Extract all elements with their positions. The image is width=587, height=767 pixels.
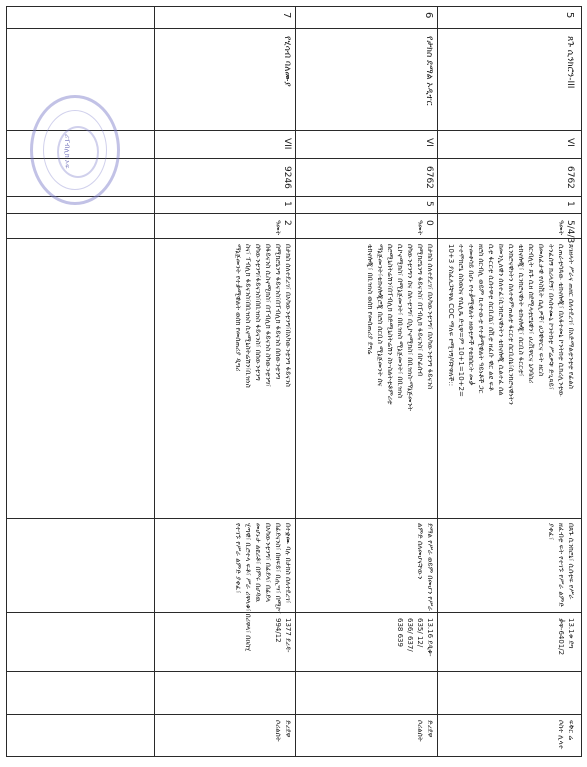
grade-code: VII — [282, 138, 292, 150]
table-top-border — [6, 6, 582, 7]
experience-years: 5/4/3 — [565, 220, 575, 244]
row-number: 6 — [423, 12, 434, 19]
row-separator — [154, 6, 155, 757]
experience-unit: ዓመት — [274, 220, 282, 236]
row-separator — [295, 6, 296, 757]
experience-unit: ዓመት — [557, 220, 565, 236]
col-separator — [6, 518, 582, 519]
row-number: 7 — [281, 12, 292, 19]
col-separator — [6, 238, 582, 239]
row-number: 5 — [564, 12, 575, 19]
col-separator — [6, 671, 582, 672]
job-id: 6762 — [424, 166, 434, 189]
table-bottom-border — [6, 756, 582, 757]
experience-unit: ዓመት — [416, 220, 424, 236]
grade-code: VI — [565, 138, 575, 147]
col-separator — [6, 612, 582, 613]
col-separator — [6, 213, 582, 214]
col-separator — [6, 714, 582, 715]
job-title: የታክስ ደማል ኦዲተር — [424, 36, 434, 106]
col-separator — [6, 28, 582, 29]
job-id: 6762 — [565, 166, 575, 189]
vacancy-qty: 1 — [282, 201, 292, 207]
experience-years: 2 — [282, 220, 292, 226]
official-stamp — [30, 95, 120, 205]
vacancy-qty: 5 — [424, 201, 434, 207]
row-separator — [437, 6, 438, 757]
table-left-border — [6, 6, 7, 757]
stamp-text: ሪፐብሊክ ኦፍ — [63, 134, 71, 169]
table-right-border — [581, 6, 582, 757]
job-title: የሂሳብ ባለሙያ — [282, 36, 292, 87]
vacancy-qty: 1 — [565, 201, 575, 207]
experience-years: 0 — [424, 220, 434, 226]
job-id: 9246 — [282, 166, 292, 189]
grade-code: VI — [424, 138, 434, 147]
job-title: ጸጉ ሲንክሮን-III — [565, 36, 575, 89]
